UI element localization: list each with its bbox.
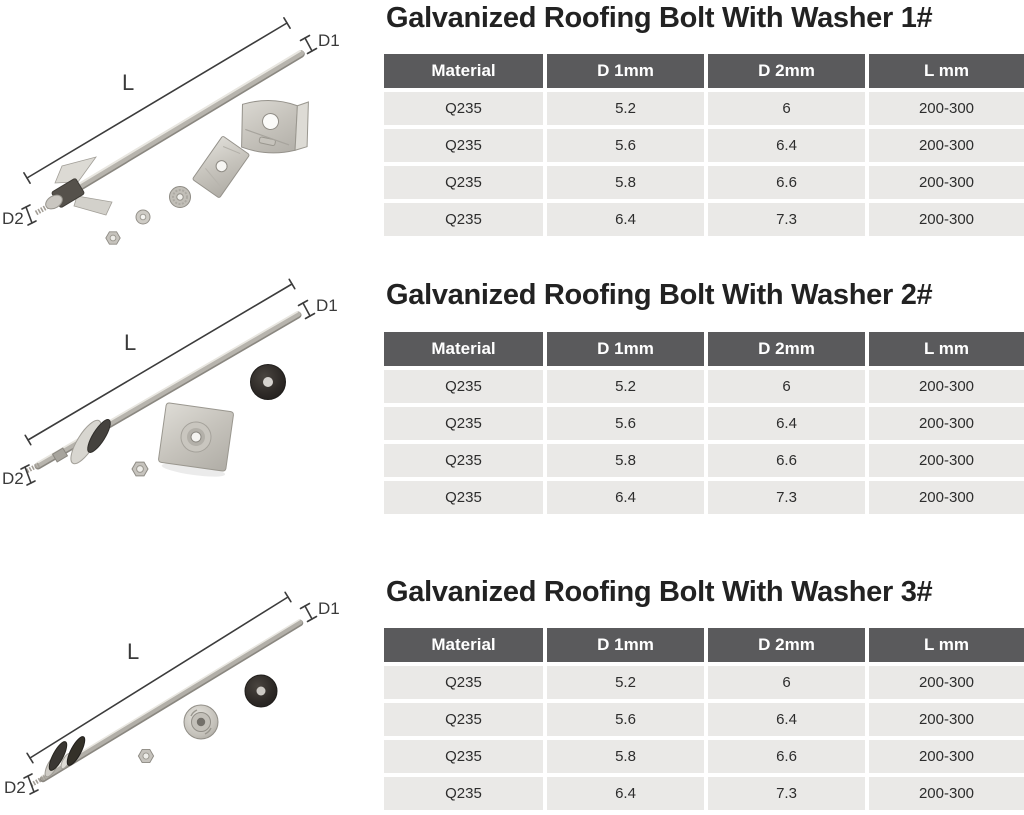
table-cell: 200-300 xyxy=(869,777,1024,810)
table-cell: Q235 xyxy=(384,444,543,477)
table-cell: 6 xyxy=(708,666,865,699)
table-cell: 6.6 xyxy=(708,166,865,199)
table-cell: 5.8 xyxy=(547,740,704,773)
dimension-label-d2: D2 xyxy=(2,209,24,228)
table-cell: 6.4 xyxy=(708,407,865,440)
table-cell: 5.2 xyxy=(547,92,704,125)
spec-table-3 xyxy=(384,628,1024,810)
dimension-line-l xyxy=(24,18,290,183)
table-cell: Q235 xyxy=(384,203,543,236)
column-header-d1: D 1mm xyxy=(547,332,704,366)
table-cell: 6.4 xyxy=(708,129,865,162)
table-cell: 200-300 xyxy=(869,444,1024,477)
product-photo-roofing-bolt-1 xyxy=(0,0,390,260)
dimension-label-l: L xyxy=(122,70,135,95)
table-cell: Q235 xyxy=(384,129,543,162)
table-cell: 6.4 xyxy=(547,777,704,810)
table-cell: 6.6 xyxy=(708,740,865,773)
hex-nut xyxy=(138,749,153,762)
table-cell: Q235 xyxy=(384,777,543,810)
table-cell: 6.4 xyxy=(547,481,704,514)
column-header-material: Material xyxy=(384,628,543,662)
dome-cap-washer xyxy=(184,705,218,739)
product-title-2: Galvanized Roofing Bolt With Washer 2# xyxy=(386,279,933,311)
flat-washer-large xyxy=(170,187,191,208)
dimension-mark-d2 xyxy=(24,774,38,794)
product-photo-roofing-bolt-3 xyxy=(0,560,390,815)
column-header-d1: D 1mm xyxy=(547,54,704,88)
dimension-label-d1: D1 xyxy=(316,296,338,315)
product-title-3: Galvanized Roofing Bolt With Washer 3# xyxy=(386,576,933,608)
table-cell: 5.6 xyxy=(547,407,704,440)
dimension-label-l: L xyxy=(127,639,140,664)
product-title-1: Galvanized Roofing Bolt With Washer 1# xyxy=(386,2,933,34)
table-cell: 200-300 xyxy=(869,481,1024,514)
table-cell: 5.2 xyxy=(547,370,704,403)
table-cell: 7.3 xyxy=(708,481,865,514)
table-cell: 200-300 xyxy=(869,666,1024,699)
table-cell: 200-300 xyxy=(869,166,1024,199)
table-cell: 7.3 xyxy=(708,203,865,236)
dimension-label-d1: D1 xyxy=(318,31,340,50)
spec-table-1 xyxy=(384,54,1024,236)
hex-nut xyxy=(106,232,120,244)
table-cell: 200-300 xyxy=(869,92,1024,125)
dimension-mark-d2 xyxy=(22,205,36,225)
column-header-material: Material xyxy=(384,54,543,88)
table-cell: 5.6 xyxy=(547,703,704,736)
table-cell: 6.4 xyxy=(547,203,704,236)
flat-washer-small xyxy=(136,210,150,224)
table-cell: 6.6 xyxy=(708,444,865,477)
dimension-label-l: L xyxy=(124,330,137,355)
column-header-d2: D 2mm xyxy=(708,54,865,88)
table-cell: 200-300 xyxy=(869,129,1024,162)
table-cell: 200-300 xyxy=(869,407,1024,440)
rubber-washer xyxy=(245,675,277,707)
column-header-d2: D 2mm xyxy=(708,332,865,366)
table-cell: Q235 xyxy=(384,370,543,403)
square-base-plate xyxy=(157,403,234,480)
table-cell: 6 xyxy=(708,370,865,403)
column-header-d2: D 2mm xyxy=(708,628,865,662)
dimension-line-l xyxy=(25,279,295,444)
dimension-line-l xyxy=(27,592,291,762)
table-cell: Q235 xyxy=(384,740,543,773)
wing-toggle xyxy=(43,157,112,215)
dimension-label-d2: D2 xyxy=(4,778,26,797)
table-cell: 5.8 xyxy=(547,166,704,199)
hex-nut xyxy=(132,462,148,476)
product-photo-roofing-bolt-2 xyxy=(0,270,390,520)
table-cell: 200-300 xyxy=(869,740,1024,773)
table-cell: 5.8 xyxy=(547,444,704,477)
dimension-mark-d1 xyxy=(301,604,317,622)
curved-saddle-plate xyxy=(234,89,317,162)
table-cell: 5.2 xyxy=(547,666,704,699)
column-header-l: L mm xyxy=(869,332,1024,366)
column-header-l: L mm xyxy=(869,54,1024,88)
table-cell: 7.3 xyxy=(708,777,865,810)
table-cell: Q235 xyxy=(384,92,543,125)
dimension-label-d2: D2 xyxy=(2,469,24,488)
table-cell: 200-300 xyxy=(869,203,1024,236)
dimension-label-d1: D1 xyxy=(318,599,340,618)
table-cell: Q235 xyxy=(384,407,543,440)
table-cell: 200-300 xyxy=(869,703,1024,736)
rubber-washer xyxy=(251,365,286,400)
column-header-d1: D 1mm xyxy=(547,628,704,662)
table-cell: Q235 xyxy=(384,703,543,736)
column-header-material: Material xyxy=(384,332,543,366)
spec-table-2 xyxy=(384,332,1024,514)
table-cell: 6 xyxy=(708,92,865,125)
table-cell: 6.4 xyxy=(708,703,865,736)
table-cell: 5.6 xyxy=(547,129,704,162)
table-cell: Q235 xyxy=(384,666,543,699)
rectangular-plate xyxy=(192,136,249,198)
table-cell: 200-300 xyxy=(869,370,1024,403)
column-header-l: L mm xyxy=(869,628,1024,662)
table-cell: Q235 xyxy=(384,166,543,199)
table-cell: Q235 xyxy=(384,481,543,514)
